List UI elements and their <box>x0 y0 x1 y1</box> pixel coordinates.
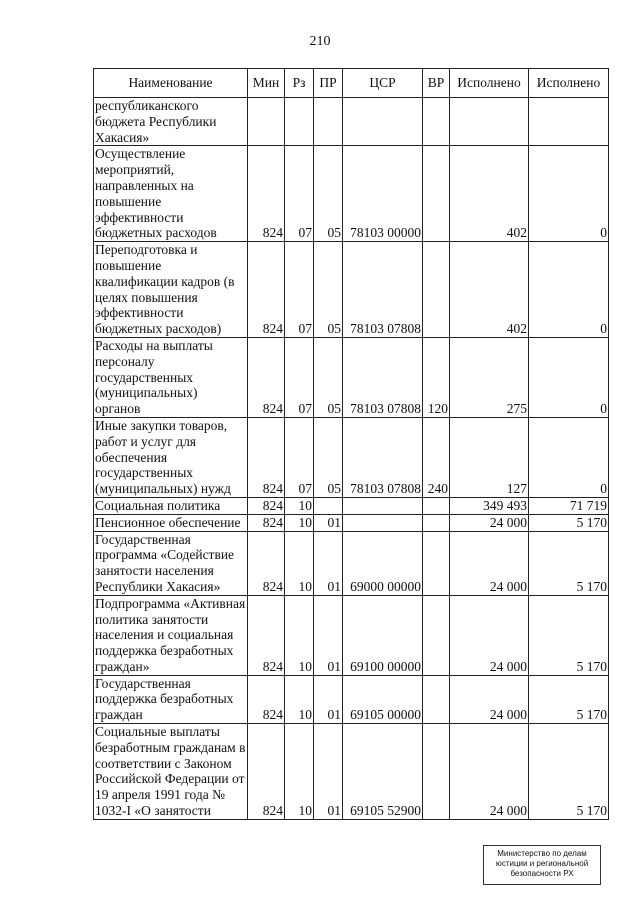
cell-name: Социальная политика <box>94 497 248 514</box>
cell-vr: 120 <box>423 337 450 417</box>
stamp-line: юстиции и региональной <box>495 859 589 868</box>
cell-name: Осуществление мероприятий, направленных на повышение эффективности бюджетных расходов <box>94 146 248 242</box>
cell-pr <box>314 497 343 514</box>
cell-name: Государственная поддержка безработных граждан <box>94 675 248 723</box>
cell-min: 824 <box>248 242 285 338</box>
cell-pr: 01 <box>314 531 343 595</box>
cell-rz: 07 <box>285 337 314 417</box>
cell-csr: 78103 07808 <box>343 242 423 338</box>
cell-min: 824 <box>248 337 285 417</box>
header-name: Наименование <box>94 69 248 98</box>
cell-name: Иные закупки товаров, работ и услуг для обеспечения государственных (муниципальных) нужд <box>94 417 248 497</box>
cell-pr <box>314 98 343 146</box>
header-pr: ПР <box>314 69 343 98</box>
cell-pr: 05 <box>314 417 343 497</box>
cell-name: Расходы на выплаты персоналу государственных (муниципальных) органов <box>94 337 248 417</box>
header-row <box>94 69 609 98</box>
cell-min: 824 <box>248 417 285 497</box>
table-row <box>94 98 609 146</box>
cell-vr <box>423 146 450 242</box>
cell-done-1: 24 000 <box>450 724 529 820</box>
header-min: Мин <box>248 69 285 98</box>
cell-name: Подпрограмма «Активная политика занятости населения и социальная поддержка безработных граждан» <box>94 595 248 675</box>
cell-done-1: 275 <box>450 337 529 417</box>
cell-csr <box>343 514 423 531</box>
cell-name: Государственная программа «Содействие занятости населения Республики Хакасия» <box>94 531 248 595</box>
cell-done-2 <box>529 98 609 146</box>
cell-min: 824 <box>248 724 285 820</box>
cell-pr: 01 <box>314 724 343 820</box>
table-row <box>94 531 609 595</box>
header-vr: ВР <box>423 69 450 98</box>
cell-csr: 78103 07808 <box>343 417 423 497</box>
cell-vr <box>423 514 450 531</box>
cell-pr: 01 <box>314 514 343 531</box>
cell-name: Пенсионное обеспечение <box>94 514 248 531</box>
table-row <box>94 514 609 531</box>
table-row <box>94 242 609 338</box>
cell-csr: 69105 00000 <box>343 675 423 723</box>
table-row <box>94 337 609 417</box>
cell-min: 824 <box>248 146 285 242</box>
table-row <box>94 595 609 675</box>
cell-csr: 69100 00000 <box>343 595 423 675</box>
cell-rz <box>285 98 314 146</box>
header-rz: Рз <box>285 69 314 98</box>
cell-min: 824 <box>248 514 285 531</box>
ministry-stamp <box>483 845 601 885</box>
cell-csr: 69000 00000 <box>343 531 423 595</box>
page-number: 210 <box>309 34 331 49</box>
cell-done-1: 24 000 <box>450 675 529 723</box>
cell-csr: 78103 00000 <box>343 146 423 242</box>
cell-rz: 07 <box>285 242 314 338</box>
cell-done-2: 71 719 <box>529 497 609 514</box>
cell-vr <box>423 531 450 595</box>
cell-pr: 05 <box>314 146 343 242</box>
cell-done-1: 24 000 <box>450 531 529 595</box>
cell-done-2: 5 170 <box>529 531 609 595</box>
cell-pr: 01 <box>314 675 343 723</box>
table-row <box>94 724 609 820</box>
cell-done-1 <box>450 98 529 146</box>
cell-done-2: 5 170 <box>529 675 609 723</box>
cell-name: республиканского бюджета Республики Хакасия» <box>94 98 248 146</box>
cell-done-2: 5 170 <box>529 514 609 531</box>
cell-done-2: 0 <box>529 417 609 497</box>
cell-name: Переподготовка и повышение квалификации кадров (в целях повышения эффективности бюджетных расходов) <box>94 242 248 338</box>
cell-done-2: 5 170 <box>529 595 609 675</box>
cell-rz: 10 <box>285 595 314 675</box>
cell-rz: 10 <box>285 724 314 820</box>
cell-done-2: 5 170 <box>529 724 609 820</box>
header-csr: ЦСР <box>343 69 423 98</box>
cell-csr: 78103 07808 <box>343 337 423 417</box>
cell-min: 824 <box>248 497 285 514</box>
cell-csr <box>343 98 423 146</box>
table-row <box>94 497 609 514</box>
cell-done-1: 24 000 <box>450 595 529 675</box>
cell-done-1: 402 <box>450 146 529 242</box>
cell-done-1: 24 000 <box>450 514 529 531</box>
cell-csr <box>343 497 423 514</box>
header-done-2: Исполнено <box>529 69 609 98</box>
cell-pr: 05 <box>314 242 343 338</box>
cell-vr <box>423 724 450 820</box>
cell-rz: 10 <box>285 497 314 514</box>
cell-vr <box>423 675 450 723</box>
cell-vr: 240 <box>423 417 450 497</box>
cell-rz: 10 <box>285 675 314 723</box>
cell-vr <box>423 98 450 146</box>
cell-rz: 07 <box>285 417 314 497</box>
cell-vr <box>423 595 450 675</box>
cell-vr <box>423 242 450 338</box>
table-row <box>94 417 609 497</box>
table-row <box>94 675 609 723</box>
cell-done-1: 127 <box>450 417 529 497</box>
cell-rz: 10 <box>285 514 314 531</box>
cell-vr <box>423 497 450 514</box>
cell-csr: 69105 52900 <box>343 724 423 820</box>
cell-min <box>248 98 285 146</box>
cell-name: Социальные выплаты безработным гражданам в соответствии с Законом Российской Федерации от 19 апреля 1991 года № 1032-I «О занятости <box>94 724 248 820</box>
header-done-1: Исполнено <box>450 69 529 98</box>
budget-table <box>93 68 609 820</box>
table-row <box>94 146 609 242</box>
cell-done-2: 0 <box>529 242 609 338</box>
cell-min: 824 <box>248 531 285 595</box>
cell-done-2: 0 <box>529 337 609 417</box>
cell-pr: 05 <box>314 337 343 417</box>
cell-done-1: 349 493 <box>450 497 529 514</box>
cell-pr: 01 <box>314 595 343 675</box>
stamp-line: Министерство по делам <box>497 849 587 858</box>
stamp-line: безопасности РХ <box>510 869 574 878</box>
cell-rz: 10 <box>285 531 314 595</box>
cell-done-1: 402 <box>450 242 529 338</box>
cell-done-2: 0 <box>529 146 609 242</box>
cell-rz: 07 <box>285 146 314 242</box>
cell-min: 824 <box>248 595 285 675</box>
cell-min: 824 <box>248 675 285 723</box>
